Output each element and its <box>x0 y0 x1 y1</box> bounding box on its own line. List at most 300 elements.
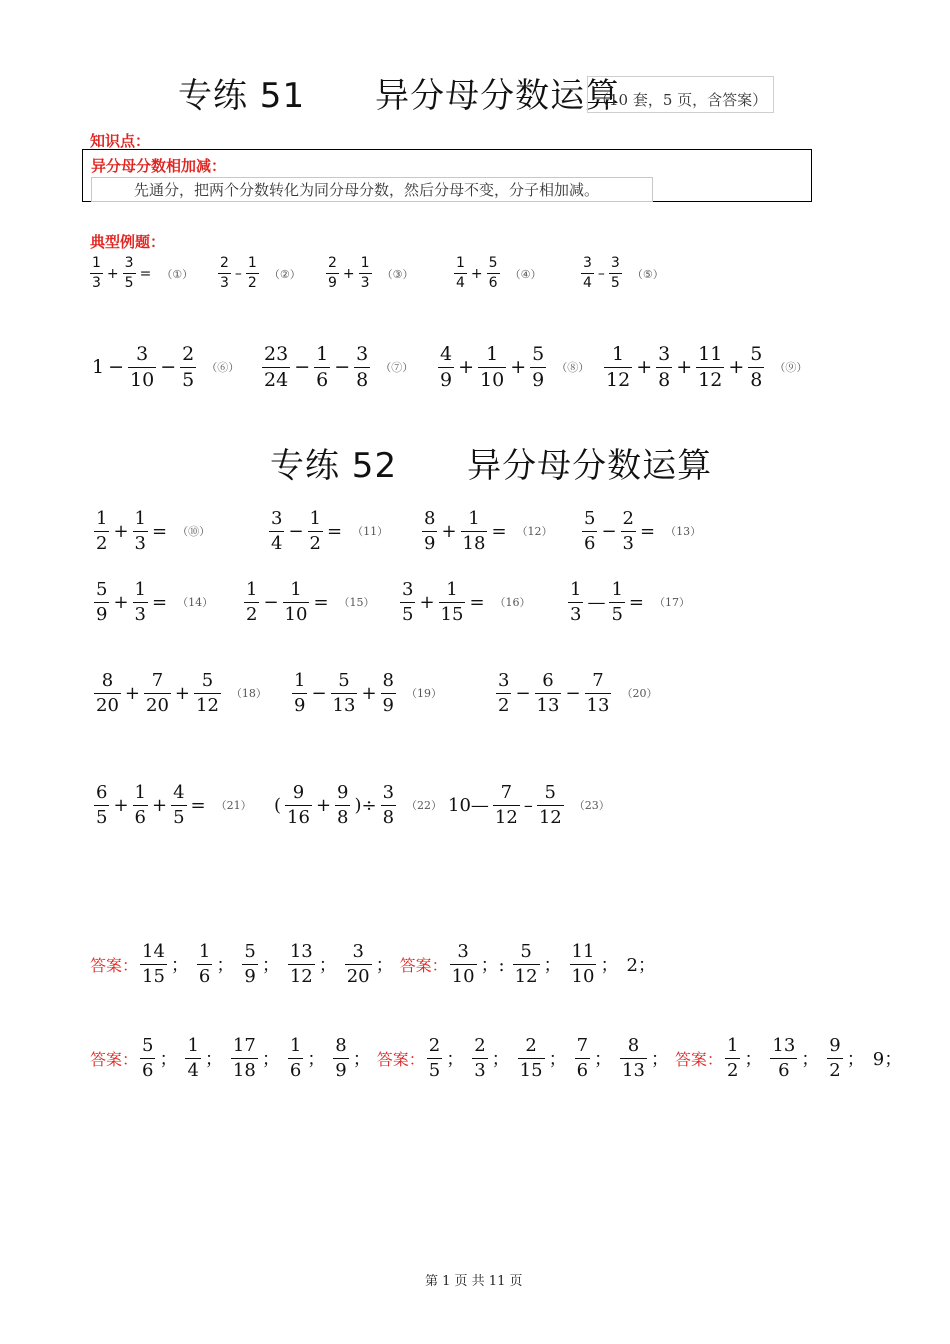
exercise <box>324 256 413 292</box>
exercise <box>260 344 413 391</box>
operator: = <box>152 520 168 542</box>
fraction <box>582 509 597 554</box>
fraction-bar <box>381 805 396 806</box>
separator: ； <box>261 955 280 977</box>
fraction <box>133 580 148 625</box>
numerator: 13 <box>772 1035 796 1056</box>
numerator: 1 <box>316 343 329 365</box>
fraction-bar <box>513 964 540 965</box>
numerator: 2 <box>622 508 634 529</box>
exercise-number: （11） <box>352 525 389 539</box>
answer-label: 答案： <box>90 1049 139 1069</box>
fraction-bar <box>381 693 396 694</box>
exercise <box>579 256 664 292</box>
numerator: 3 <box>271 508 283 529</box>
denominator: 3 <box>220 275 229 292</box>
numerator: 9 <box>292 782 305 803</box>
answer-label: 答案： <box>399 955 448 975</box>
operator: = <box>152 591 168 613</box>
exercise-number: （18） <box>230 687 267 701</box>
operator: + <box>113 591 129 613</box>
numerator: 8 <box>627 1035 640 1056</box>
denominator: 2 <box>96 532 108 554</box>
denominator: 8 <box>337 806 349 828</box>
fraction-bar <box>326 273 339 274</box>
numerator: 5 <box>201 670 214 691</box>
fraction-bar <box>194 693 221 694</box>
fraction-bar <box>450 964 477 965</box>
numerator: 3 <box>583 255 592 271</box>
fraction <box>621 509 636 554</box>
fraction <box>493 783 520 828</box>
denominator: 6 <box>316 368 329 391</box>
separator: ；: <box>480 955 505 977</box>
numerator: 3 <box>382 782 395 803</box>
operator: + <box>174 682 190 704</box>
operator: + <box>113 520 129 542</box>
denominator: 4 <box>187 1059 199 1081</box>
exercise <box>452 256 541 292</box>
denominator: 12 <box>698 368 723 391</box>
operator: − <box>108 356 125 379</box>
fraction-bar <box>94 693 121 694</box>
fraction-bar <box>581 273 594 274</box>
fraction-bar <box>827 1058 842 1059</box>
fraction <box>94 783 109 828</box>
numerator: 11 <box>571 941 595 962</box>
numerator: 1 <box>96 508 108 529</box>
fraction <box>331 671 358 716</box>
fraction <box>487 256 500 292</box>
exercise <box>242 580 375 625</box>
exercise <box>92 509 210 554</box>
denominator: 4 <box>271 532 283 554</box>
exercise-number: （①） <box>161 267 194 281</box>
denominator: 5 <box>402 603 414 625</box>
numerator: 2 <box>220 255 229 271</box>
exercise-number: （⑨） <box>774 361 808 375</box>
exercise <box>420 509 553 554</box>
numerator: 5 <box>520 941 532 962</box>
operator: − <box>311 682 327 704</box>
denominator: 3 <box>474 1059 486 1081</box>
exercise <box>216 256 301 292</box>
denominator: 2 <box>829 1059 841 1081</box>
numerator: 1 <box>134 782 146 803</box>
fraction-bar <box>770 1058 797 1059</box>
fraction <box>427 1036 442 1081</box>
fraction-bar <box>570 964 597 965</box>
denominator: 3 <box>570 603 582 625</box>
fraction-bar <box>171 805 186 806</box>
numerator: 2 <box>328 255 337 271</box>
denominator: 9 <box>244 965 256 987</box>
operator: − <box>160 356 177 379</box>
denominator: 6 <box>576 1059 589 1081</box>
denominator: 12 <box>196 694 219 716</box>
separator: ； <box>548 1049 567 1071</box>
exercise-number: （15） <box>338 596 375 610</box>
separator: ； <box>650 1049 669 1071</box>
exercise-number: （21） <box>215 799 252 813</box>
fraction <box>585 671 612 716</box>
numerator: 3 <box>457 941 469 962</box>
exercise <box>580 509 701 554</box>
denominator: 9 <box>96 603 108 625</box>
fraction <box>450 942 477 987</box>
numerator: 1 <box>247 255 257 271</box>
denominator: 10 <box>284 603 308 625</box>
fraction <box>439 580 466 625</box>
denominator: 6 <box>488 275 498 292</box>
fraction-bar <box>478 367 506 368</box>
fraction-bar <box>231 1058 258 1059</box>
exercise <box>92 580 213 625</box>
denominator: 2 <box>309 532 321 554</box>
fraction-bar <box>518 1058 545 1059</box>
denominator: 6 <box>584 532 596 554</box>
exercise <box>446 783 610 828</box>
fraction <box>246 256 259 292</box>
operator: = <box>491 520 507 542</box>
numerator: 8 <box>101 670 114 691</box>
fraction-bar <box>748 367 764 368</box>
separator: 2； <box>626 955 656 977</box>
denominator: 2 <box>247 275 257 292</box>
fraction <box>537 783 564 828</box>
numerator: 11 <box>698 343 723 365</box>
fraction <box>133 783 148 828</box>
denominator: 4 <box>456 275 465 292</box>
fraction <box>231 1036 258 1081</box>
exercise-number: （⑥） <box>206 361 240 375</box>
numerator: 8 <box>382 670 394 691</box>
denominator: 10 <box>480 368 505 391</box>
exercise-number: （14） <box>177 596 214 610</box>
fraction <box>288 1036 303 1081</box>
fraction-bar <box>537 805 564 806</box>
fraction <box>94 509 109 554</box>
numerator: 7 <box>500 782 513 803</box>
operator: ( <box>274 794 282 816</box>
fraction-bar <box>262 367 290 368</box>
numerator: 1 <box>468 508 480 529</box>
operator: + <box>470 265 483 282</box>
denominator: 5 <box>182 368 195 391</box>
fraction-bar <box>472 1058 487 1059</box>
denominator: 9 <box>328 275 337 292</box>
fraction <box>770 1036 797 1081</box>
fraction-bar <box>496 693 511 694</box>
numerator: 2 <box>428 1035 441 1056</box>
exercise-number: （22） <box>406 799 443 813</box>
separator: ； <box>159 1049 178 1071</box>
fraction <box>197 942 212 987</box>
fraction-bar <box>696 367 724 368</box>
numerator: 3 <box>658 343 671 365</box>
denominator: 6 <box>134 806 146 828</box>
separator: ； <box>375 955 394 977</box>
denominator: 13 <box>536 694 560 716</box>
exercise <box>494 671 657 716</box>
fraction <box>292 671 307 716</box>
exercise-number: （④） <box>509 267 542 281</box>
fraction <box>185 1036 200 1081</box>
denominator: 3 <box>622 532 634 554</box>
denominator: 5 <box>610 275 620 292</box>
denominator: 5 <box>611 603 623 625</box>
operator: )÷ <box>354 794 377 816</box>
fraction <box>513 942 540 987</box>
exercise <box>90 344 239 391</box>
exercise <box>92 671 267 716</box>
operator: + <box>458 356 475 379</box>
denominator: 9 <box>294 694 306 716</box>
fraction <box>575 1036 590 1081</box>
separator: ； <box>600 955 619 977</box>
fraction-bar <box>94 531 109 532</box>
fraction-bar <box>439 602 466 603</box>
numerator: 1 <box>294 670 306 691</box>
fraction <box>128 344 156 391</box>
numerator: 1 <box>309 508 321 529</box>
numerator: 1 <box>246 579 258 600</box>
fraction-bar <box>140 1058 155 1059</box>
denominator: 12 <box>289 965 313 987</box>
denominator: 15 <box>519 1059 543 1081</box>
numerator: 1 <box>446 579 458 600</box>
fraction <box>438 344 454 391</box>
numerator: 14 <box>142 941 165 962</box>
knowledge-box <box>82 149 812 202</box>
operator: = <box>313 591 329 613</box>
numerator: 3 <box>402 579 414 600</box>
operator: = <box>628 591 644 613</box>
operator: = <box>327 520 343 542</box>
fraction-bar <box>454 273 467 274</box>
separator: ； <box>307 1049 326 1071</box>
exercise <box>436 344 589 391</box>
fraction <box>725 1036 740 1081</box>
fraction-bar <box>314 367 330 368</box>
numerator: 1 <box>187 1035 199 1056</box>
numerator: 1 <box>570 579 582 600</box>
page-title-52: 专练 52 异分母分数运算 <box>270 446 713 486</box>
fraction-bar <box>246 273 259 274</box>
denominator: 20 <box>146 694 169 716</box>
fraction-bar <box>582 531 597 532</box>
exercise-number: （⑦） <box>380 361 414 375</box>
fraction-bar <box>725 1058 740 1059</box>
fraction <box>171 783 186 828</box>
denominator: 8 <box>356 368 369 391</box>
fraction-bar <box>359 273 372 274</box>
fraction-bar <box>585 693 612 694</box>
fraction <box>285 783 312 828</box>
fraction <box>518 1036 545 1081</box>
fraction <box>496 671 511 716</box>
denominator: 5 <box>428 1059 441 1081</box>
operator: = <box>190 794 206 816</box>
numerator: 6 <box>96 782 108 803</box>
numerator: 1 <box>360 255 370 271</box>
denominator: 9 <box>335 1059 347 1081</box>
fraction-bar <box>335 805 350 806</box>
fraction-bar <box>535 693 562 694</box>
fraction <box>269 509 284 554</box>
fraction-bar <box>354 367 370 368</box>
page-title-51: 专练 51 异分母分数运算 <box>178 76 621 116</box>
operator: + <box>636 356 653 379</box>
exercise-number: （⑧） <box>556 361 590 375</box>
fraction <box>326 256 339 292</box>
denominator: 16 <box>287 806 310 828</box>
numerator: 1 <box>611 579 623 600</box>
denominator: 20 <box>346 965 370 987</box>
fraction-bar <box>133 805 148 806</box>
examples-label: 典型例题： <box>90 233 166 251</box>
fraction <box>180 344 196 391</box>
fraction <box>244 580 259 625</box>
fraction <box>696 344 724 391</box>
numerator: 1 <box>289 1035 302 1056</box>
separator: ； <box>491 1049 510 1071</box>
numerator: 3 <box>136 343 149 365</box>
numerator: 3 <box>610 255 620 271</box>
rule-text: 先通分，把两个分数转化为同分母分数，然后分母不变，分子相加减。 <box>91 177 653 202</box>
numerator: 5 <box>584 508 596 529</box>
fraction-bar <box>133 531 148 532</box>
numerator: 8 <box>424 508 436 529</box>
operator: + <box>676 356 693 379</box>
fraction <box>354 344 370 391</box>
exercise-number: （23） <box>573 799 610 813</box>
fraction-bar <box>242 964 257 965</box>
numerator: 5 <box>96 579 108 600</box>
subtitle-note: （10 套，5 页，含答案） <box>587 76 774 113</box>
fraction <box>381 671 396 716</box>
denominator: 2 <box>726 1059 739 1081</box>
numerator: 8 <box>335 1035 347 1056</box>
operator: − <box>334 356 351 379</box>
operator: + <box>361 682 377 704</box>
exercise-number: （③） <box>381 267 414 281</box>
denominator: 2 <box>246 603 258 625</box>
denominator: 13 <box>586 694 610 716</box>
operator: = <box>469 591 485 613</box>
fraction <box>140 942 167 987</box>
fraction <box>422 509 437 554</box>
fraction-bar <box>128 367 156 368</box>
numerator: 5 <box>750 343 763 365</box>
fraction-bar <box>568 602 583 603</box>
fraction-bar <box>94 805 109 806</box>
numerator: 1 <box>612 343 625 365</box>
fraction-bar <box>292 693 307 694</box>
fraction-bar <box>144 693 171 694</box>
separator: ； <box>801 1049 820 1071</box>
fraction <box>609 580 624 625</box>
numerator: 13 <box>289 941 313 962</box>
denominator: 9 <box>440 368 453 391</box>
separator: ； <box>594 1049 613 1071</box>
numerator: 5 <box>488 255 498 271</box>
fraction <box>144 671 171 716</box>
denominator: 6 <box>289 1059 302 1081</box>
fraction <box>570 942 597 987</box>
fraction-bar <box>283 602 310 603</box>
operator: + <box>342 265 355 282</box>
fraction-bar <box>621 531 636 532</box>
operator: + <box>315 794 332 816</box>
fraction-bar <box>609 602 624 603</box>
fraction-bar <box>133 602 148 603</box>
denominator: 10 <box>130 368 155 391</box>
numerator: 1 <box>290 579 302 600</box>
denominator: 3 <box>360 275 370 292</box>
fraction <box>472 1036 487 1081</box>
fraction <box>345 942 372 987</box>
numerator: 3 <box>498 670 510 691</box>
operator: − <box>288 520 304 542</box>
fraction-bar <box>331 693 358 694</box>
denominator: 4 <box>583 275 592 292</box>
fraction <box>454 256 467 292</box>
exercise <box>92 783 252 828</box>
numerator: 1 <box>456 255 465 271</box>
operator: + <box>124 682 140 704</box>
numerator: 1 <box>486 343 499 365</box>
operator: – <box>523 794 533 816</box>
denominator: 3 <box>134 532 146 554</box>
fraction <box>620 1036 647 1081</box>
fraction-bar <box>493 805 520 806</box>
fraction <box>609 256 622 292</box>
denominator: 12 <box>514 965 538 987</box>
operator: + <box>113 794 129 816</box>
exercise-number: （12） <box>516 525 553 539</box>
fraction-bar <box>438 367 454 368</box>
exercise <box>566 580 690 625</box>
denominator: 18 <box>232 1059 256 1081</box>
fraction-bar <box>461 531 488 532</box>
denominator: 2 <box>498 694 510 716</box>
fraction-bar <box>285 805 312 806</box>
separator: ； <box>846 1049 865 1071</box>
fraction <box>335 783 350 828</box>
fraction-bar <box>288 964 315 965</box>
answer-label: 答案： <box>376 1049 425 1069</box>
numerator: 17 <box>232 1035 256 1056</box>
denominator: 9 <box>532 368 545 391</box>
separator: 9； <box>872 1049 903 1071</box>
numerator: 1 <box>198 941 211 962</box>
operator: – <box>597 265 605 282</box>
fraction <box>748 344 764 391</box>
exercise <box>88 256 193 292</box>
fraction <box>535 671 562 716</box>
numerator: 5 <box>532 343 545 365</box>
operator: − <box>601 520 617 542</box>
fraction-bar <box>609 273 622 274</box>
denominator: 13 <box>622 1059 645 1081</box>
fraction-bar <box>422 531 437 532</box>
denominator: 5 <box>124 275 134 292</box>
knowledge-label: 知识点： <box>90 132 151 150</box>
numerator: 2 <box>474 1035 486 1056</box>
exercise <box>602 344 807 391</box>
denominator: 3 <box>134 603 146 625</box>
